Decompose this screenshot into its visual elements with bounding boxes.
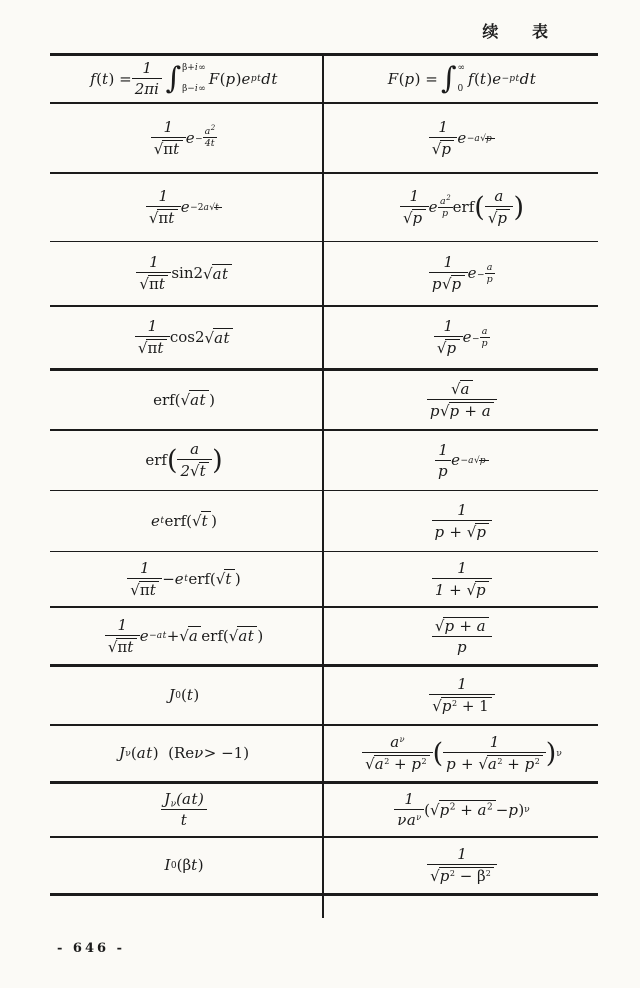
f-t-formula: 1 √πt e −2a√t: [50, 174, 322, 241]
continued-table-label: 续 表: [482, 22, 562, 41]
laplace-transform-table: [50, 53, 598, 896]
f-t-formula: erf ( a 2√t ): [145, 440, 223, 480]
F-p-formula: 1 1 + √p: [322, 552, 598, 606]
table-row: [50, 371, 598, 431]
header-inverse-transform-formula: f ( t ) = 1 2πi ∫ β+i∞ β−i∞ F ( p ) e pt dt: [90, 59, 278, 98]
table-row: [50, 667, 598, 726]
table-row: [50, 608, 598, 667]
F-p-formula: 1 $√p^2 + 1$: [322, 667, 598, 724]
F-p-formula: 1 √p e $\frac{a^2}{p}$ erf ( a √p ): [322, 174, 598, 241]
f-t-formula: J 0 ( t ): [168, 686, 200, 705]
f-t-formula: J ν ( at ) ( Re ν > −1): [118, 744, 250, 763]
F-p-formula: √a p√p + a: [322, 371, 598, 429]
F-p-formula: 1 $\nu a^\nu$ ( $√p^2 + a^2$ − p ) ν: [322, 784, 598, 836]
table-row: [50, 552, 598, 608]
F-p-formula: 1 p e −a√p: [322, 431, 598, 490]
f-t-formula: 1 √πt e − $\frac{a^2}{4t}$: [50, 104, 322, 172]
table-row: [50, 242, 598, 307]
table-row: [50, 431, 598, 491]
F-p-formula: 1 p + √p: [322, 491, 598, 551]
table-row: [50, 491, 598, 552]
f-t-formula: $J_\nu(at)$ t: [50, 784, 322, 836]
f-t-formula: 1 √πt cos 2 √at: [50, 307, 322, 368]
f-t-formula: I 0 (β t ): [164, 856, 204, 875]
table-row: [50, 784, 598, 838]
F-p-formula: 1 p√p e − $\frac{a}{p}$: [322, 242, 598, 305]
table-row: [50, 726, 598, 784]
table-row: [50, 307, 598, 371]
f-t-formula: 1 √πt − e t erf ( √t ): [50, 552, 322, 606]
table-header-row: [50, 56, 598, 104]
F-p-formula: 1 $√p^2 - \beta^2$: [322, 838, 598, 893]
f-t-formula: 1 √πt e −at + √a erf ( √at ): [50, 608, 322, 664]
f-t-formula: e t erf ( √t ): [151, 511, 217, 531]
header-transform-formula: F ( p ) = ∫ ∞ 0 f ( t ) e −pt dt: [387, 61, 537, 96]
table-row: [50, 104, 598, 174]
table-row: [50, 174, 598, 242]
F-p-formula: 1 √p e − $\frac{a}{p}$: [322, 307, 598, 368]
F-p-formula: $a^\nu$ $√a^2 + p^2$ ( 1 $p + √a^2 + p^2$ ) ν: [322, 726, 598, 781]
f-t-formula: erf ( √at ): [153, 390, 215, 410]
page-number: - 646 -: [57, 941, 125, 956]
f-t-formula: 1 √πt sin 2 √at: [50, 242, 322, 305]
F-p-formula: 1 √p e −a√p: [322, 104, 598, 172]
column-divider: [322, 56, 324, 918]
F-p-formula: √p + a p: [322, 608, 598, 664]
table-row: [50, 838, 598, 896]
